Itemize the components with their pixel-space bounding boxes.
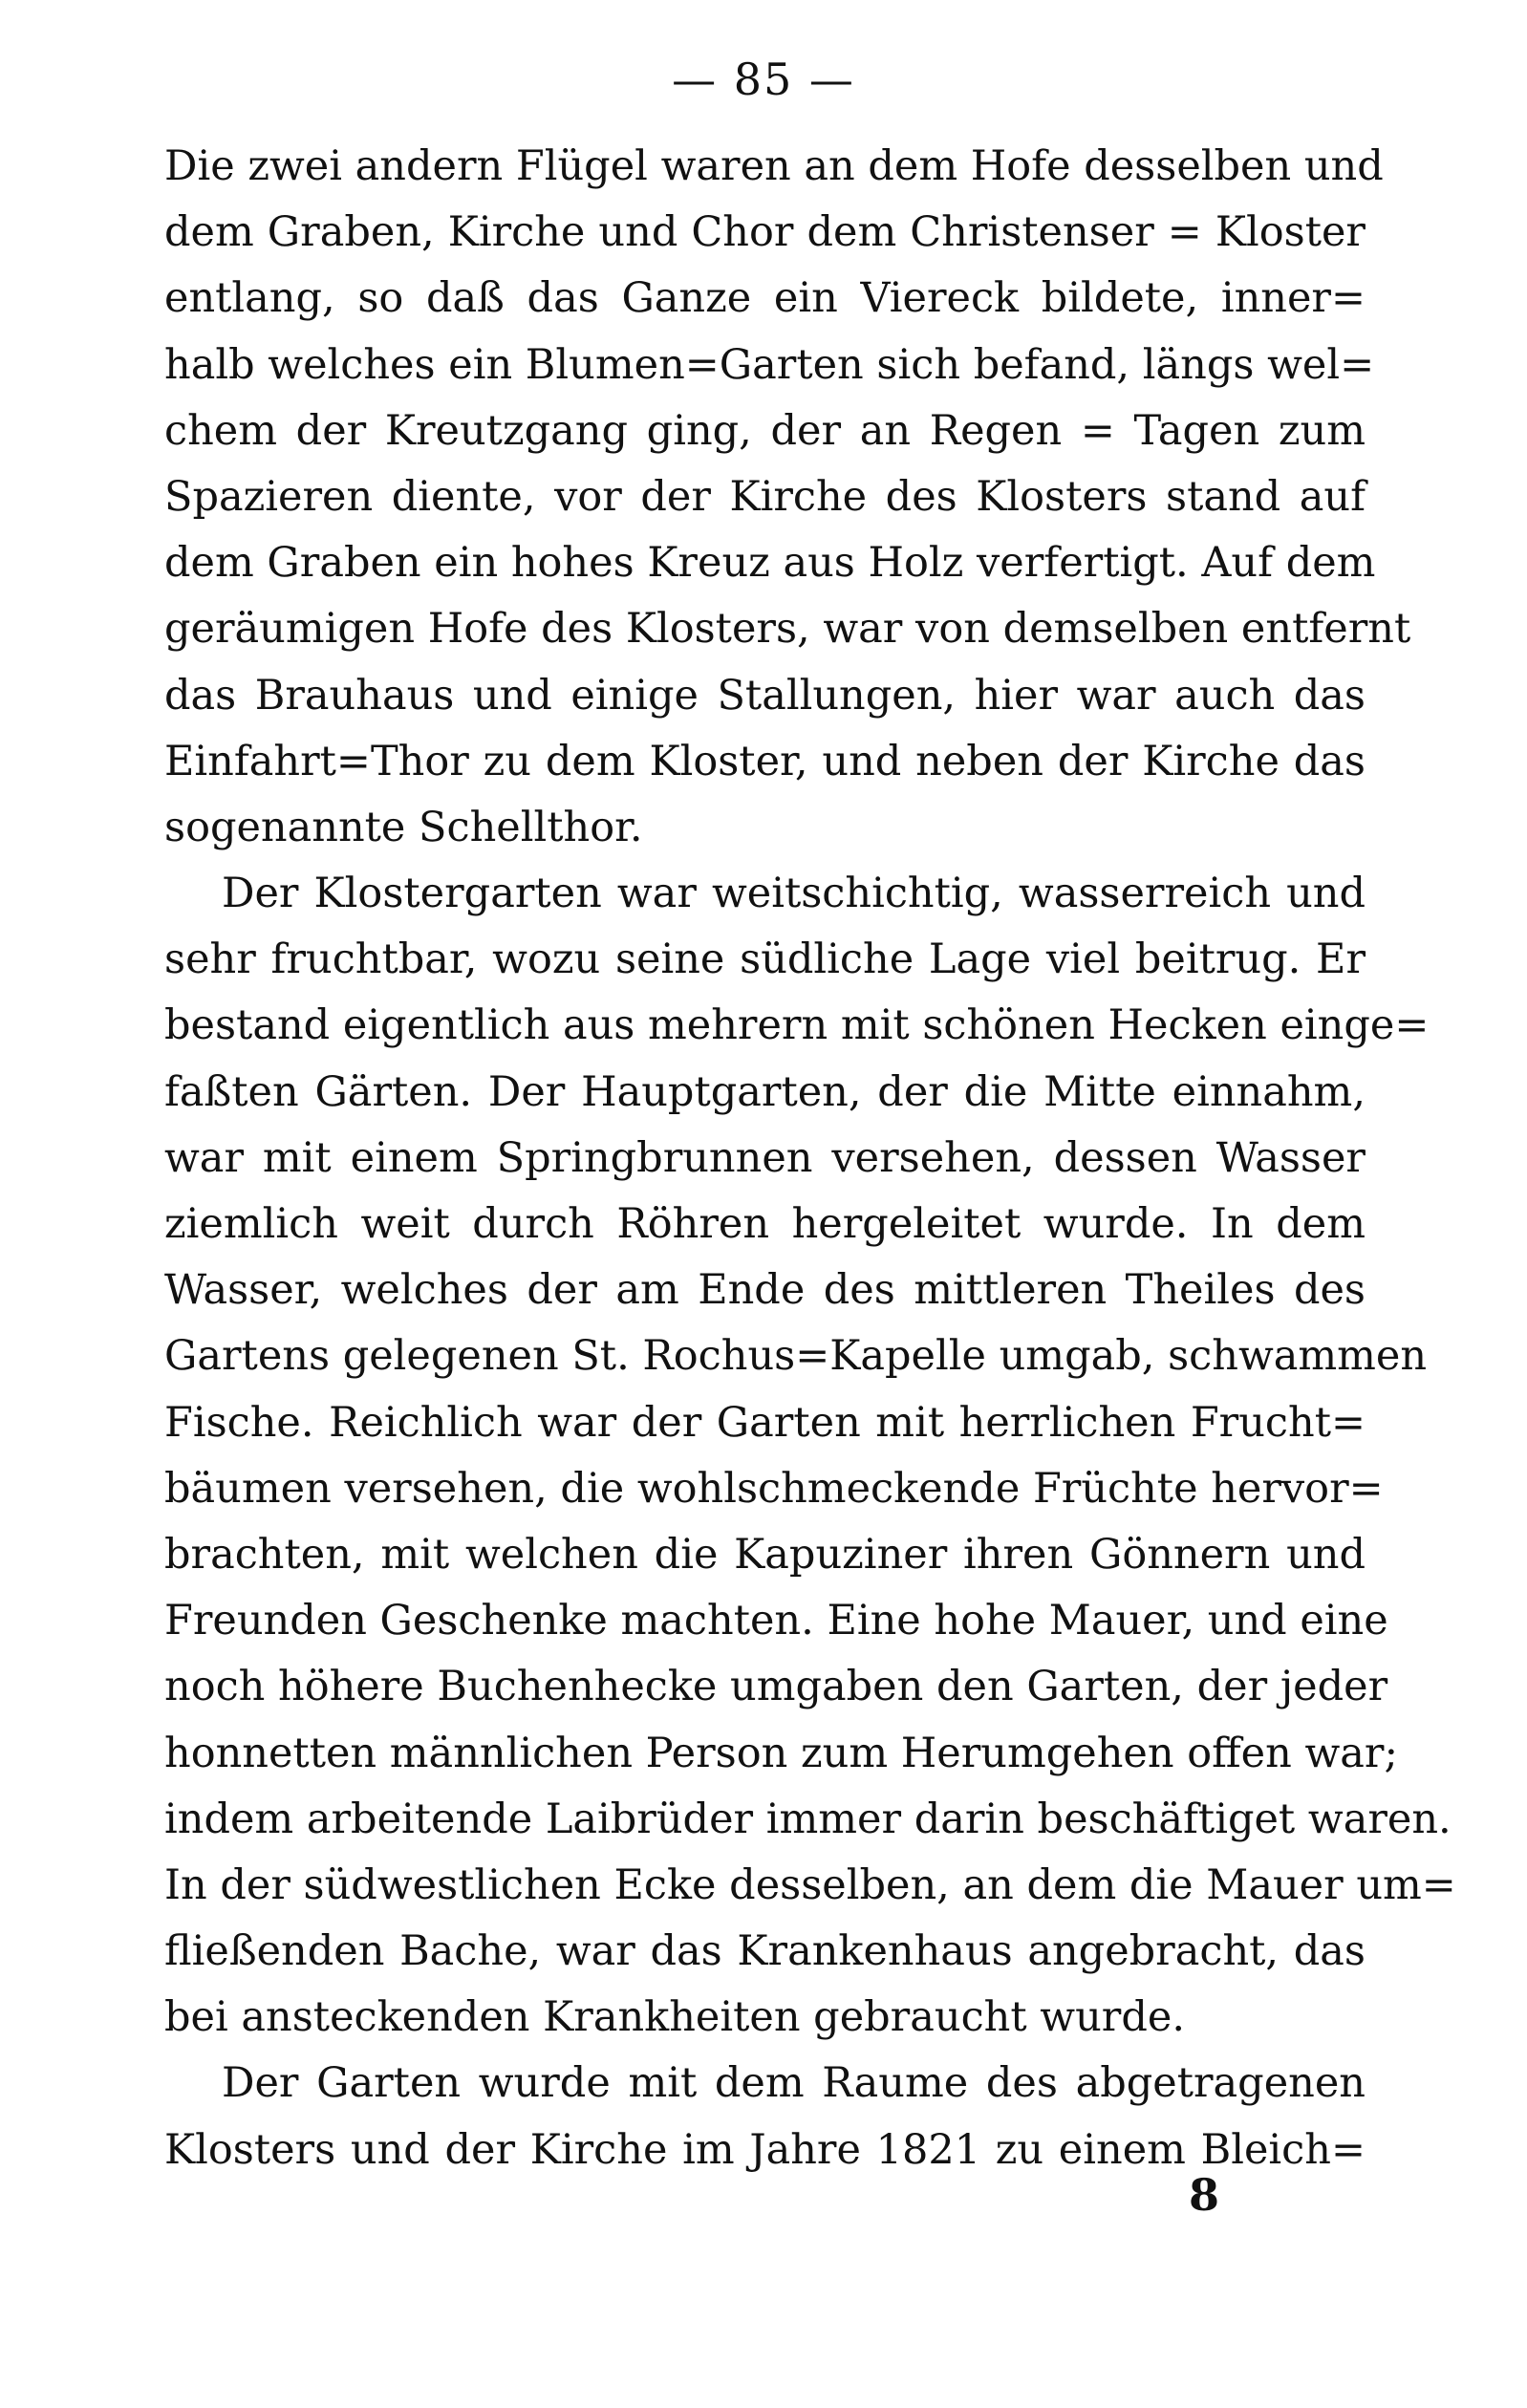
text-line: Der Garten wurde mit dem Raume des abgetragenen (222, 2059, 1366, 2108)
text-line: bestand eigentlich aus mehrern mit schönen Hecken einge= (164, 1001, 1430, 1050)
text-line: In der südwestlichen Ecke desselben, an dem die Mauer um= (164, 1860, 1456, 1909)
text-line: noch höhere Buchenhecke umgaben den Garten, der jeder (164, 1663, 1388, 1711)
text-line: indem arbeitende Laibrüder immer darin beschäftiget waren. (164, 1795, 1452, 1843)
text-line: dem Graben, Kirche und Chor dem Christenser = Kloster (164, 208, 1366, 257)
text-line: Klosters und der Kirche im Jahre 1821 zu einem Bleich= (164, 2125, 1366, 2174)
text-line: Freunden Geschenke machten. Eine hohe Mauer, und eine (164, 1597, 1388, 1645)
text-line: brachten, mit welchen die Kapuziner ihren Gönnern und (164, 1530, 1366, 1579)
text-line: bei ansteckenden Krankheiten gebraucht wurde. (164, 1993, 1185, 2042)
text-line: Fische. Reichlich war der Garten mit herrlichen Frucht= (164, 1398, 1366, 1447)
text-line: chem der Kreutzgang ging, der an Regen = Tagen zum (164, 406, 1366, 455)
text-line: Die zwei andern Flügel waren an dem Hofe desselben und (164, 142, 1384, 190)
text-line: Einfahrt=Thor zu dem Kloster, und neben der Kirche das (164, 737, 1366, 785)
text-line: honnetten männlichen Person zum Herumgehen offen war; (164, 1729, 1398, 1777)
text-line: dem Graben ein hohes Kreuz aus Holz verfertigt. Auf dem (164, 539, 1376, 588)
text-line: sehr fruchtbar, wozu seine südliche Lage viel beitrug. Er (164, 935, 1366, 984)
text-line: fließenden Bache, war das Krankenhaus angebracht, das (164, 1927, 1366, 1976)
page-number: — 85 — (672, 54, 855, 105)
text-line: ziemlich weit durch Röhren hergeleitet wurde. In dem (164, 1200, 1366, 1248)
text-line: Gartens gelegenen St. Rochus=Kapelle umgab, schwammen (164, 1332, 1428, 1381)
text-line: bäumen versehen, die wohlschmeckende Früchte hervor= (164, 1464, 1384, 1513)
text-line: Spazieren diente, vor der Kirche des Klosters stand auf (164, 472, 1366, 521)
text-line: sogenannte Schellthor. (164, 803, 643, 851)
text-line: entlang, so daß das Ganze ein Viereck bildete, inner= (164, 274, 1366, 323)
text-line: Der Klostergarten war weitschichtig, wasserreich und (222, 870, 1366, 918)
text-line: das Brauhaus und einige Stallungen, hier war auch das (164, 671, 1366, 720)
text-line: war mit einem Springbrunnen versehen, dessen Wasser (164, 1133, 1366, 1182)
body-text (164, 134, 1456, 2183)
text-line: Wasser, welches der am Ende des mittleren Theiles des (164, 1266, 1366, 1315)
text-line: halb welches ein Blumen=Garten sich befand, längs wel= (164, 340, 1375, 389)
signature-mark: 8 (1189, 2169, 1220, 2221)
text-line: geräumigen Hofe des Klosters, war von demselben entfernt (164, 605, 1411, 654)
text-line: faßten Gärten. Der Hauptgarten, der die Mitte einnahm, (164, 1067, 1366, 1116)
